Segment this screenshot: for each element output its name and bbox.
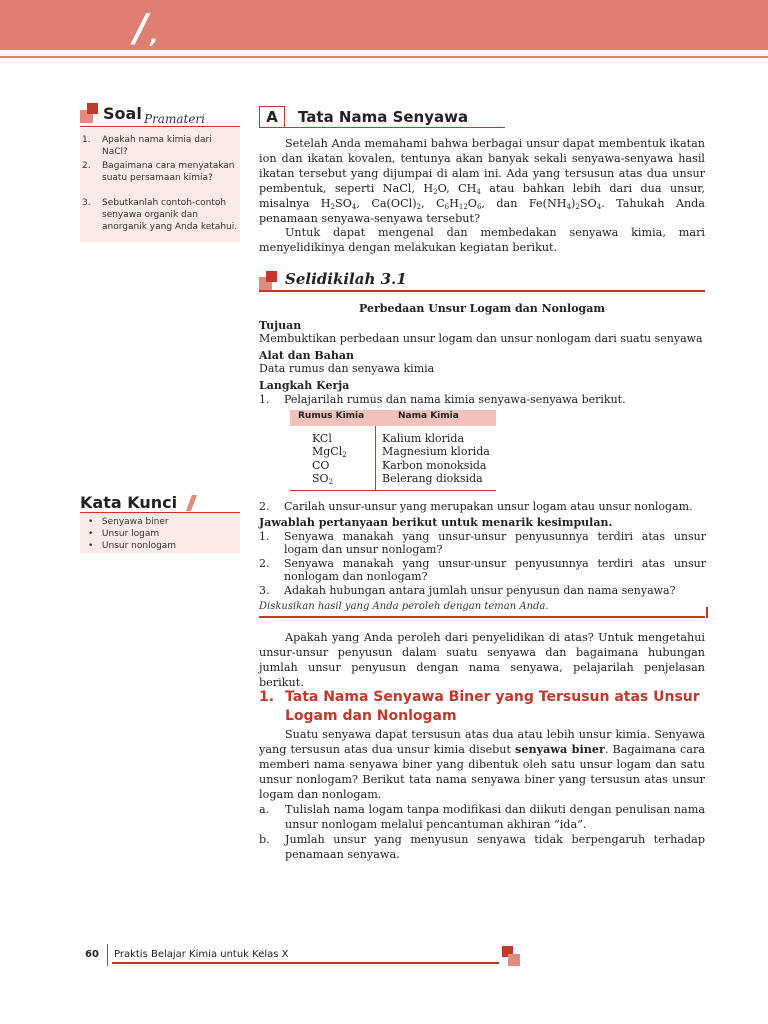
table-cell-formula: MgCl$_2$ [312,445,347,459]
table-cell-formula: $SO_2$ [312,472,334,486]
intro-paragraph-2: Untuk dapat mengenal dan membedakan senyawa kimia, mari menyelidikinya dengan melakukan kegiatan berikut. [259,226,705,254]
step-num: 2. [259,500,270,513]
soal-title: Soal [103,104,142,123]
subsection-title [259,688,709,726]
kata-kunci-item-text: Unsur nonlogam [101,541,177,551]
question-num: 1. [259,530,270,543]
kata-kunci-item: • Unsur logam [88,529,160,539]
soal-question-text: Sebutkanlah contoh-contoh senyawa organik dan anorganik yang Anda ketahui. [102,198,238,232]
table-cell-name: Kalium klorida [382,432,465,445]
page-number: 60 [85,949,99,960]
selidikilah-square-icon-dark [266,271,277,282]
section-title: Tata Nama Senyawa [298,108,469,126]
kata-kunci-item: • Unsur nonlogam [88,541,177,551]
selidikilah-rule [259,290,705,292]
chapter-slash-mark: / [134,6,148,50]
soal-question-text: Bagaimana cara menyatakan suatu persamaan kimia? [102,161,235,183]
soal-question-text: Apakah nama kimia dari NaCl? [102,135,212,157]
kata-kunci-item-text: Senyawa biner [101,517,169,527]
table-header-cell: Nama Kimia [398,411,459,421]
chemical-formula: $H_2SO_4$ [320,197,357,211]
question-text: Senyawa manakah yang unsur-unsur penyusunnya terdiri atas unsur nonlogam dan nonlogam? [284,557,706,583]
langkah-label: Langkah Kerja [259,379,350,392]
book-title: Praktis Belajar Kimia untuk Kelas X [114,949,289,960]
table-cell-name: Belerang dioksida [382,472,483,485]
table-cell-name: Magnesium klorida [382,445,490,458]
kata-kunci-item: • Senyawa biner [88,517,169,527]
questions-label: Jawablah pertanyaan berikut untuk menarik kesimpulan. [259,516,613,529]
chemical-formula: $C_6H_{12}O_6$ [436,197,482,211]
table-header-cell: Rumus Kimia [298,411,365,421]
discussion-note: Diskusikan hasil yang Anda peroleh dengan teman Anda. [259,601,549,612]
rule-item-text: Tulislah nama logam tanpa modifikasi dan diikuti dengan penulisan nama unsur nonlogam melalui pencantuman akhiran “ida”. [285,803,705,831]
subsection-num: 1. [259,689,275,705]
footer-square-icon [508,954,520,966]
header-band [0,0,768,50]
tujuan-text: Membuktikan perbedaan unsur logam dan unsur nonlogam dari suatu senyawa [259,332,703,345]
activity-subtitle: Perbedaan Unsur Logam dan Nonlogam [358,302,605,315]
rule-item-letter: a. [259,803,270,816]
table-divider [375,426,376,490]
table-cell-name: Karbon monoksida [382,459,487,472]
kata-kunci-item-text: Unsur logam [101,529,160,539]
question-text: Senyawa manakah yang unsur-unsur penyusunnya terdiri atas unsur logam dan unsur nonlogam? [284,530,706,556]
soal-rule [80,126,240,127]
soal-question-num: 3. [82,198,91,208]
subsection-paragraph [259,727,705,802]
soal-question-num: 1. [82,135,91,145]
alat-label: Alat dan Bahan [259,349,354,362]
table-cell-formula: KCl [312,432,332,445]
chemical-formula: $Fe(NH_4)_2SO_4$ [528,197,602,211]
step-text: Carilah unsur-unsur yang merupakan unsur logam atau unsur nonlogam. [284,500,693,513]
intro-paragraph: Setelah Anda memahami bahwa berbagai unsur dapat membentuk ikatan ion dan ikatan kovalen, tentunya akan banyak sekali senyawa-senyawa hasil ikatan tersebut yang dijumpai di alam ini. Ada yang tersusun atas dua unsur pembentuk, seperti NaCl, $H_2O$, $CH_4$ atau bahkan lebih dari dua unsur, misalnya $H_2SO_4$, $Ca(OCl)_2$, $C_6H_{12}O_6$, dan $Fe(NH_4)_2SO_4$. Tahukah Anda penamaan senyawa-senyawa tersebut? [259,137,705,225]
key-term: senyawa biner [515,742,605,756]
chapter-slash-mark-small: , [150,24,159,49]
subsection-paragraph-text-2: . Bagaimana cara memberi nama senyawa biner yang dibentuk oleh satu unsur logam dan satu unsur nonlogam? Berikut tata nama senyawa biner yang tersusun atas unsur logam dan nonlogam. [259,743,705,801]
step-text: Pelajarilah rumus dan nama kimia senyawa-senyawa berikut. [284,393,626,406]
question-num: 3. [259,584,270,597]
section-letter: A [259,106,285,128]
table-bottom-rule [290,490,496,491]
selidikilah-title: Selidikilah 3.1 [285,270,407,288]
rule-item-text: Jumlah unsur yang menyusun senyawa tidak berpengaruh terhadap penamaan senyawa. [285,833,705,861]
subsection-paragraph-text: Suatu senyawa dapat tersusun atas dua atau lebih unsur kimia. Senyawa yang tersusun atas dua unsur kimia disebut [259,728,705,756]
step-num: 1. [259,393,270,406]
soal-subtitle: Pramateri [144,112,205,126]
soal-square-icon-dark [87,103,98,114]
selidikilah-end-rule [259,616,705,618]
soal-question-num: 2. [82,161,91,171]
subsection-title-text: Tata Nama Senyawa Biner yang Tersusun atas Unsur Logam dan Nonlogam [285,689,700,724]
table-cell-formula: CO [312,459,330,472]
question-text: Adakah hubungan antara jumlah unsur penyusun dan nama senyawa? [284,584,676,597]
section-rule [285,127,505,128]
footer-rule [112,962,499,964]
rule-item-letter: b. [259,833,270,846]
kata-kunci-title: Kata Kunci [80,493,178,512]
after-paragraph: Apakah yang Anda peroleh dari penyelidikan di atas? Untuk mengetahui unsur-unsur penyusun dalam suatu senyawa dan bagaimana hubungan jumlah unsur penyusun dengan nama senyawa, pelajarilah penjelasan berikut. [259,631,705,689]
footer-divider [107,944,108,966]
selidikilah-end-tick [706,607,708,618]
kata-kunci-slash-icon [186,495,197,511]
chemical-formula: $Ca(OCl)_2$ [371,197,422,211]
chemical-formula: $H_2O$ [423,182,447,196]
question-num: 2. [259,557,270,570]
chemical-formula: $CH_4$ [458,182,481,196]
tujuan-label: Tujuan [259,319,302,332]
alat-text: Data rumus dan senyawa kimia [259,362,435,375]
header-rule [0,56,768,58]
